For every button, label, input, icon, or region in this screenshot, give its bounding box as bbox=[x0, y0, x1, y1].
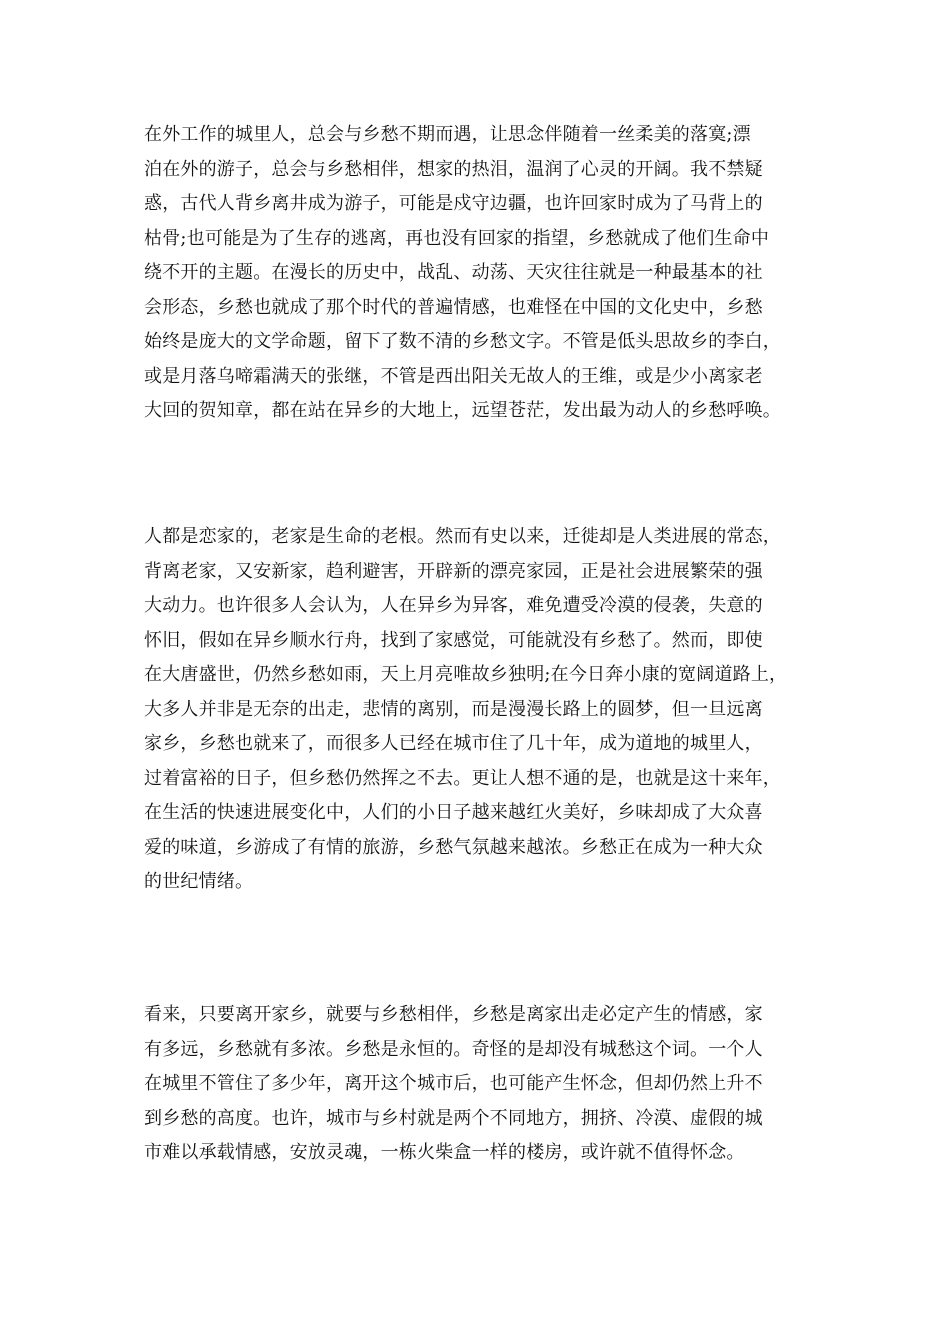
text-line: 怀旧，假如在异乡顺水行舟，找到了家感觉，可能就没有乡愁了。然而，即使 bbox=[144, 629, 763, 651]
text-line: 在生活的快速进展变化中，人们的小日子越来越红火美好，乡味却成了大众喜 bbox=[144, 802, 763, 823]
text-line: 或是月落乌啼霜满天的张继，不管是西出阳关无故人的王维，或是少小离家老 bbox=[144, 365, 763, 387]
text-line: 爱的味道，乡游成了有情的旅游，乡愁气氛越来越浓。乡愁正在成为一种大众 bbox=[144, 836, 763, 858]
text-line: 枯骨;也可能是为了生存的逃离，再也没有回家的指望，乡愁就成了他们生命中 bbox=[144, 227, 770, 249]
paragraph-1 bbox=[144, 118, 824, 429]
text-line: 大多人并非是无奈的出走，悲情的离别，而是漫漫长路上的圆梦，但一旦远离 bbox=[144, 698, 763, 720]
paragraph-2 bbox=[144, 520, 824, 900]
text-line: 泊在外的游子，总会与乡愁相伴，想家的热泪，温润了心灵的开阔。我不禁疑 bbox=[144, 158, 763, 180]
text-line: 绕不开的主题。在漫长的历史中，战乱、动荡、天灾往往就是一种最基本的社 bbox=[144, 262, 763, 283]
paragraph-3 bbox=[144, 998, 824, 1171]
text-line: 会形态，乡愁也就成了那个时代的普遍情感，也难怪在中国的文化史中，乡愁 bbox=[144, 296, 763, 318]
text-line: 有多远，乡愁就有多浓。乡愁是永恒的。奇怪的是却没有城愁这个词。一个人 bbox=[144, 1038, 763, 1060]
text-line: 始终是庞大的文学命题，留下了数不清的乡愁文字。不管是低头思故乡的李白， bbox=[144, 331, 781, 352]
text-line: 在大唐盛世，仍然乡愁如雨，天上月亮唯故乡独明;在今日奔小康的宽阔道路上， bbox=[144, 664, 788, 685]
text-line: 在外工作的城里人，总会与乡愁不期而遇，让思念伴随着一丝柔美的落寞;漂 bbox=[144, 124, 751, 145]
text-line: 背离老家，又安新家，趋利避害，开辟新的漂亮家园，正是社会进展繁荣的强 bbox=[144, 560, 763, 582]
text-line: 人都是恋家的，老家是生命的老根。然而有史以来，迁徙却是人类进展的常态， bbox=[144, 526, 781, 547]
text-line: 的世纪情绪。 bbox=[144, 871, 254, 892]
text-line: 在城里不管住了多少年，离开这个城市后，也可能产生怀念，但却仍然上升不 bbox=[144, 1073, 763, 1094]
text-line: 大动力。也许很多人会认为，人在异乡为异客，难免遭受冷漠的侵袭，失意的 bbox=[144, 595, 763, 616]
text-line: 惑，古代人背乡离井成为游子，可能是戍守边疆，也许回家时成为了马背上的 bbox=[144, 193, 763, 214]
text-line: 过着富裕的日子，但乡愁仍然挥之不去。更让人想不通的是，也就是这十来年， bbox=[144, 767, 781, 789]
text-line: 到乡愁的高度。也许，城市与乡村就是两个不同地方，拥挤、冷漠、虚假的城 bbox=[144, 1107, 763, 1129]
text-line: 看来，只要离开家乡，就要与乡愁相伴，乡愁是离家出走必定产生的情感，家 bbox=[144, 1004, 763, 1025]
text-line: 家乡，乡愁也就来了，而很多人已经在城市住了几十年，成为道地的城里人， bbox=[144, 733, 763, 754]
text-line: 市难以承载情感，安放灵魂，一栋火柴盒一样的楼房，或许就不值得怀念。 bbox=[144, 1142, 745, 1163]
text-line: 大回的贺知章，都在站在异乡的大地上，远望苍茫，发出最为动人的乡愁呼唤。 bbox=[144, 400, 781, 421]
